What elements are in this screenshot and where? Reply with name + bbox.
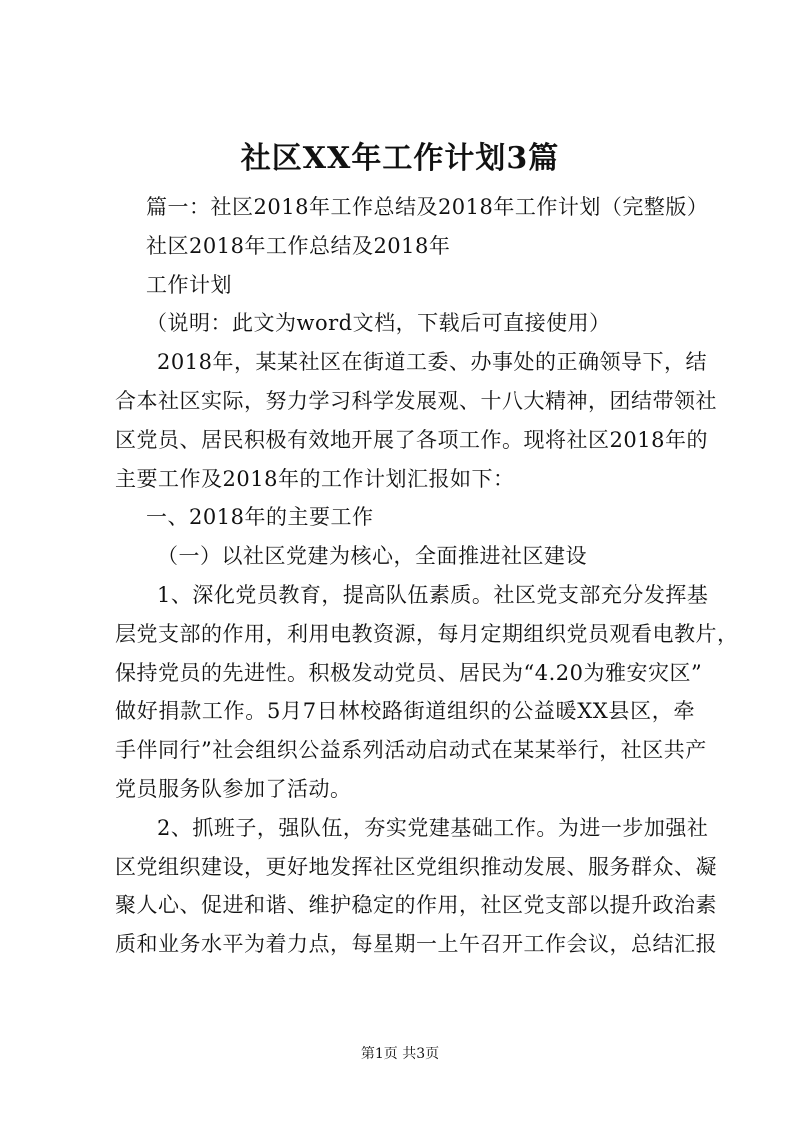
paragraph-line: 2、抓班子，强队伍，夯实党建基础工作。为进一步加强社: [157, 815, 709, 840]
paragraph-line: 保持党员的先进性。积极发动党员、居民为“4.20为雅安灾区”: [115, 660, 703, 685]
paragraph-line: 合本社区实际，努力学习科学发展观、十八大精神，团结带领社: [115, 388, 717, 413]
section-heading: 一、2018年的主要工作: [146, 505, 374, 530]
paragraph-line: 2018年，某某社区在街道工委、办事处的正确领导下，结: [157, 350, 707, 375]
paragraph-line: 做好捐款工作。5月7日林校路街道组织的公益暖XX县区，牵: [115, 699, 695, 724]
paragraph-line: 区党组织建设，更好地发挥社区党组织推动发展、服务群众、凝: [115, 854, 717, 879]
document-body: [115, 188, 739, 964]
paragraph-line: （说明：此文为word文档，下载后可直接使用）: [146, 311, 611, 336]
page-footer: 第1页 共3页: [360, 1046, 440, 1062]
paragraph-line: 党员服务队参加了活动。: [115, 776, 352, 801]
paragraph-line: 质和业务水平为着力点，每星期一上午召开工作会议，总结汇报: [115, 932, 717, 957]
paragraph-line: 聚人心、促进和谐、维护稳定的作用，社区党支部以提升政治素: [115, 893, 717, 918]
paragraph-line: 手伴同行”社会组织公益系列活动启动式在某某举行，社区共产: [115, 738, 707, 763]
paragraph-line: 层党支部的作用，利用电教资源，每月定期组织党员观看电教片，: [115, 621, 739, 646]
paragraph-line: 篇一：社区2018年工作总结及2018年工作计划（完整版）: [146, 195, 709, 219]
paragraph-line: 区党员、居民积极有效地开展了各项工作。现将社区2018年的: [115, 427, 708, 452]
paragraph-line: 工作计划: [146, 272, 232, 297]
paragraph-line: 1、深化党员教育，提高队伍素质。社区党支部充分发挥基: [157, 582, 709, 607]
subsection-heading: （一）以社区党建为核心，全面推进社区建设: [157, 544, 587, 569]
paragraph-line: 主要工作及2018年的工作计划汇报如下：: [115, 466, 515, 491]
paragraph-line: 社区2018年工作总结及2018年: [146, 233, 451, 258]
document-title: 社区XX年工作计划3篇: [240, 141, 560, 176]
